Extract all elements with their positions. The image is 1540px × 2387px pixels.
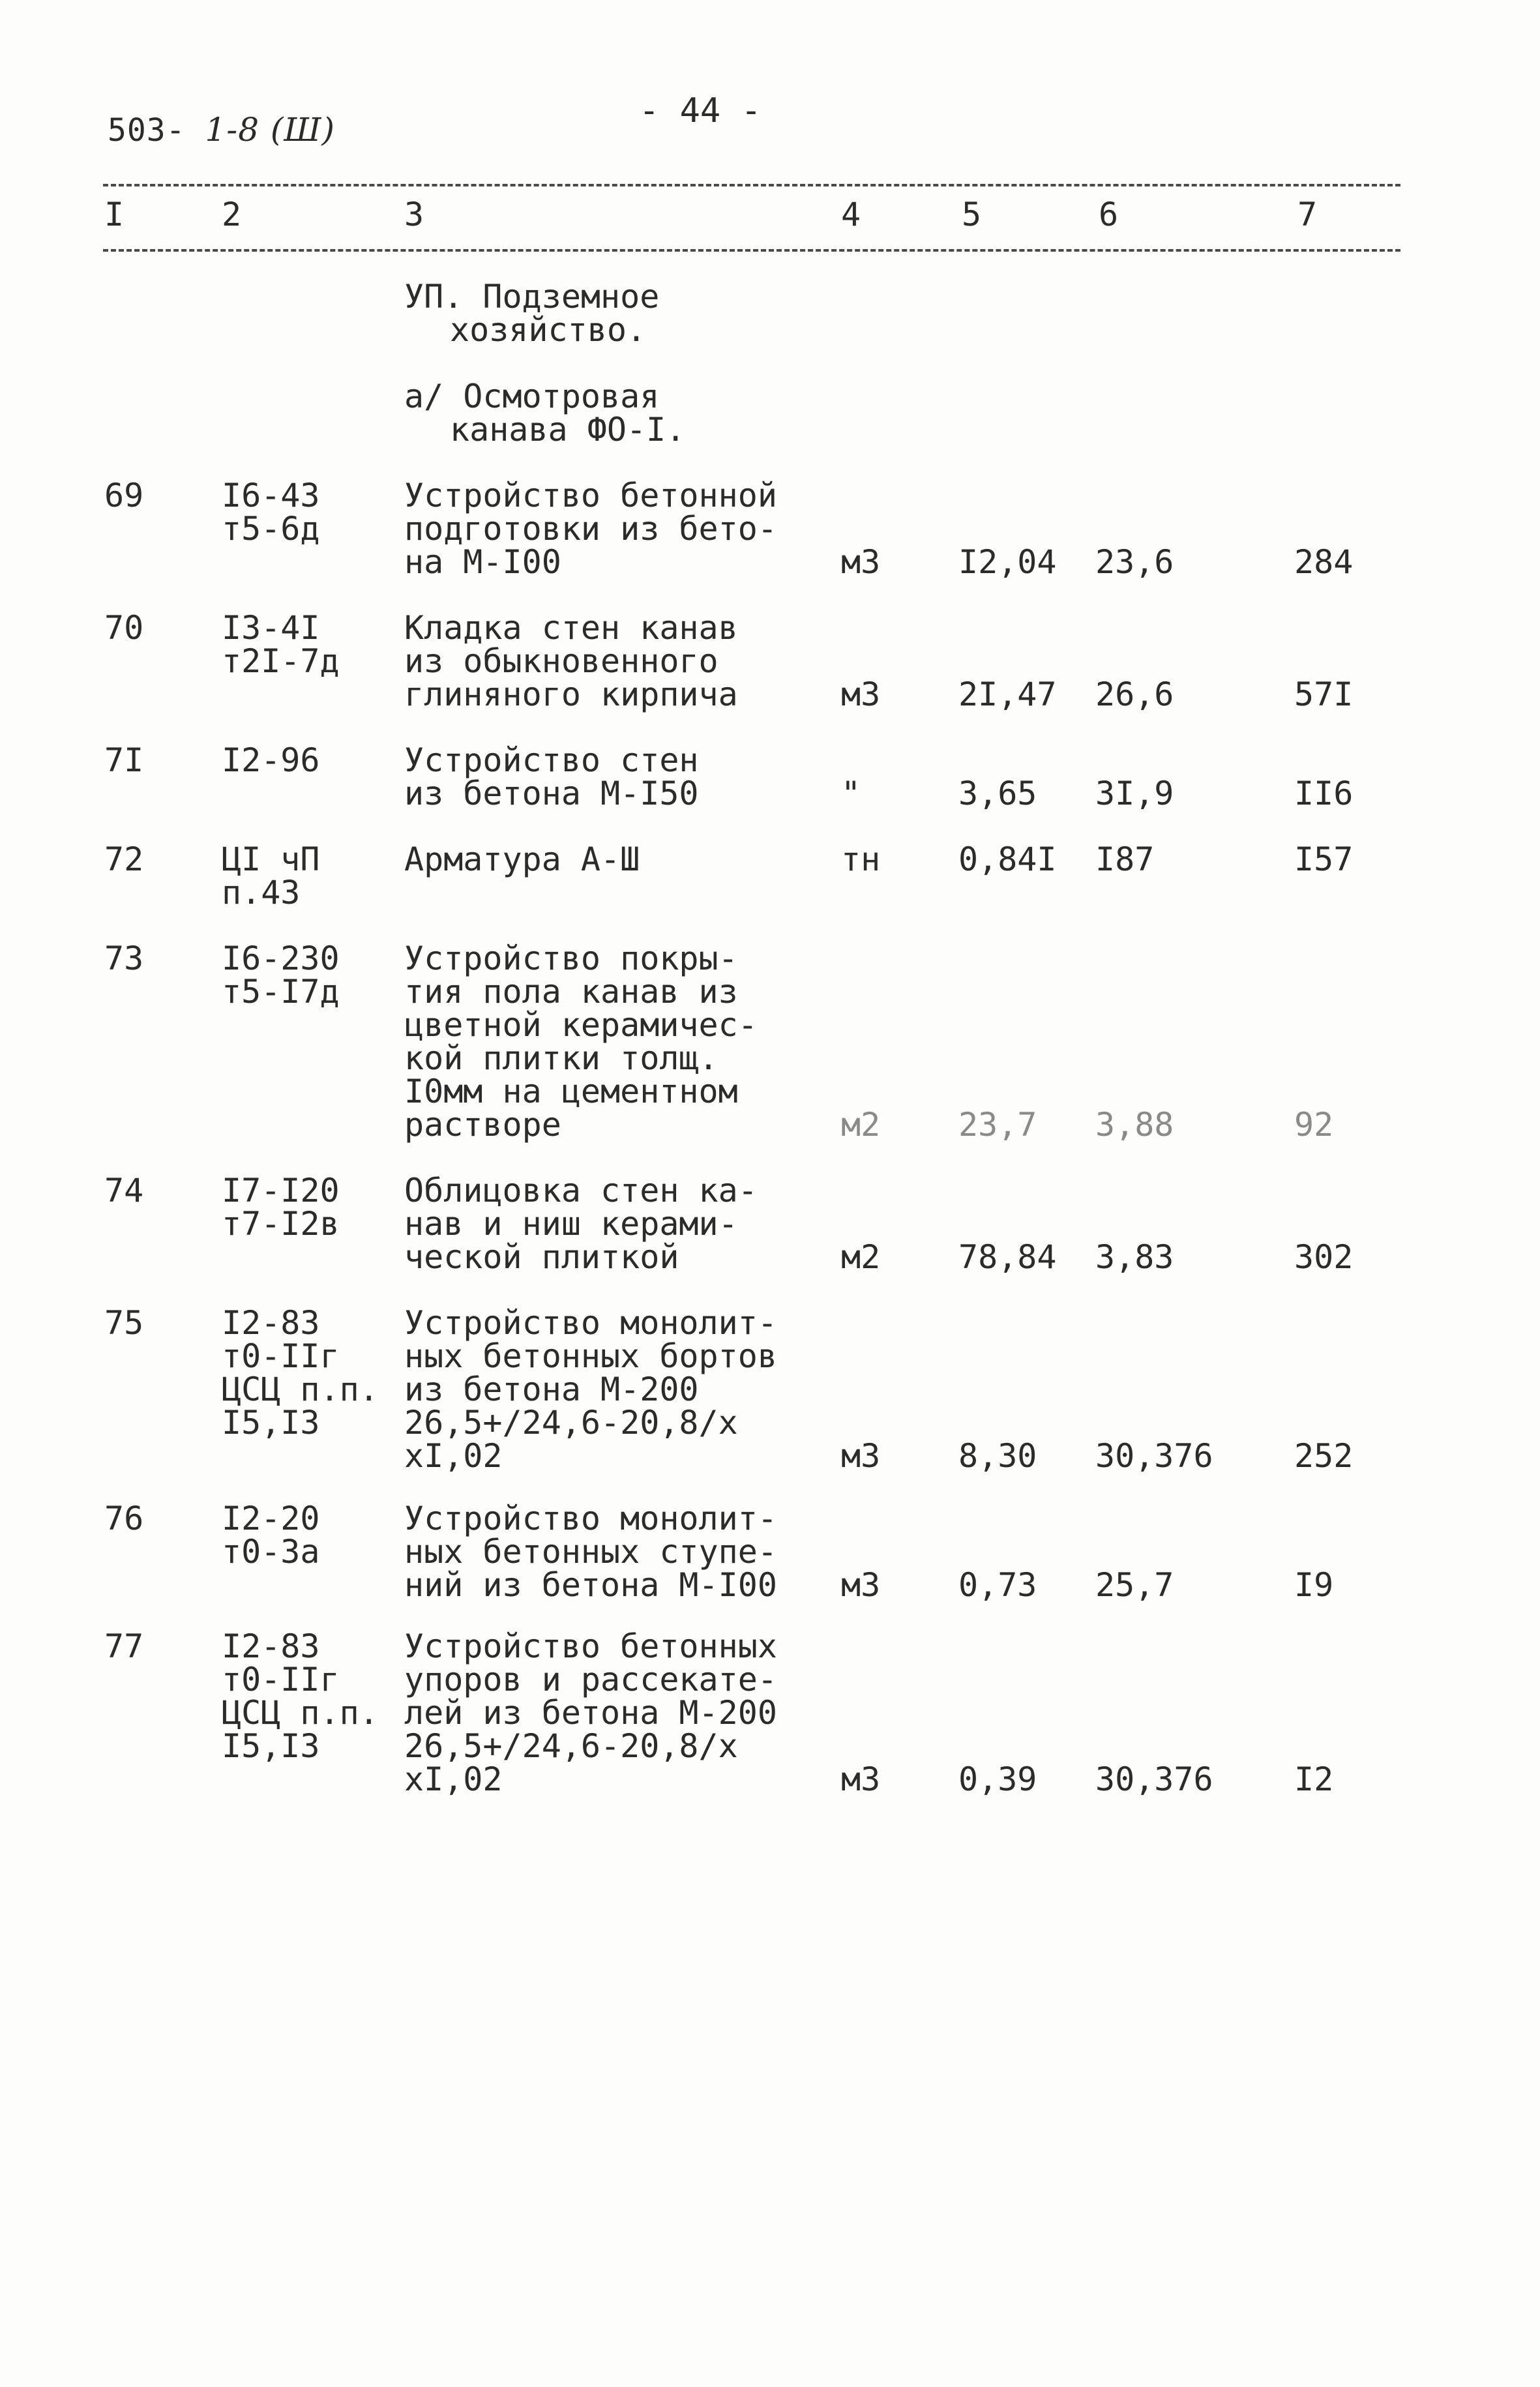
row-76-price: 25,7 [1095, 1566, 1174, 1604]
row-76-desc-1: Устройство монолит- [404, 1500, 777, 1537]
row-73-price: 3,88 [1095, 1106, 1174, 1144]
row-72-number: 72 [104, 840, 144, 878]
column-header-3: 3 [404, 196, 424, 233]
row-75-number: 75 [104, 1304, 144, 1342]
row-71-price: 3I,9 [1095, 775, 1174, 812]
section-heading-cont: хозяйство. [450, 311, 647, 349]
row-73-desc-1: Устройство покры- [404, 940, 738, 977]
row-73-desc-6: растворе [404, 1106, 561, 1144]
row-72-code-2: п.43 [222, 874, 301, 912]
column-header-1: I [104, 196, 125, 233]
row-73-total: 92 [1294, 1106, 1334, 1144]
row-77-desc-4: 26,5+/24,6-20,8/х [404, 1727, 738, 1765]
subsection-heading: а/ Осмотровая [404, 378, 660, 415]
row-72-unit: тн [841, 840, 881, 878]
row-75-code-2: т0-IIг [222, 1337, 340, 1375]
row-74-total: 302 [1294, 1238, 1354, 1276]
row-74-quantity: 78,84 [958, 1238, 1057, 1276]
column-header-5: 5 [962, 196, 982, 233]
row-77-desc-5: хI,02 [404, 1760, 503, 1798]
row-69-quantity: I2,04 [958, 543, 1057, 581]
column-header-7: 7 [1297, 196, 1318, 233]
column-header-4: 4 [841, 196, 861, 233]
row-71-desc-1: Устройство стен [404, 741, 699, 779]
row-69-desc-3: на М-I00 [404, 543, 561, 581]
row-77-code-2: т0-IIг [222, 1661, 340, 1698]
document-code [108, 111, 335, 149]
row-75-code-4: I5,I3 [222, 1404, 320, 1442]
row-75-desc-2: ных бетонных бортов [404, 1337, 777, 1375]
row-77-desc-1: Устройство бетонных [404, 1627, 777, 1665]
row-77-desc-3: лей из бетона М-200 [404, 1694, 777, 1732]
row-74-desc-3: ческой плиткой [404, 1238, 679, 1276]
row-75-price: 30,376 [1095, 1437, 1213, 1475]
row-75-unit: м3 [841, 1437, 881, 1475]
row-71-quantity: 3,65 [958, 775, 1037, 812]
row-70-total: 57I [1294, 675, 1354, 713]
row-73-code-1: I6-230 [222, 940, 340, 977]
header-rule-bottom [103, 249, 1400, 252]
section-heading: УП. Подземное [404, 278, 660, 316]
row-69-total: 284 [1294, 543, 1354, 581]
row-74-price: 3,83 [1095, 1238, 1174, 1276]
row-69-price: 23,6 [1095, 543, 1174, 581]
row-70-desc-1: Кладка стен канав [404, 609, 738, 647]
row-76-quantity: 0,73 [958, 1566, 1037, 1604]
row-74-desc-1: Облицовка стен ка- [404, 1172, 758, 1209]
row-73-desc-2: тия пола канав из [404, 973, 738, 1011]
row-77-code-3: ЦСЦ п.п. [222, 1694, 379, 1732]
row-74-unit: м2 [841, 1238, 881, 1276]
row-70-price: 26,6 [1095, 675, 1174, 713]
row-76-code-1: I2-20 [222, 1500, 320, 1537]
subsection-heading-cont: канава ФО-I. [450, 411, 686, 449]
row-69-desc-2: подготовки из бето- [404, 510, 777, 548]
row-77-quantity: 0,39 [958, 1760, 1037, 1798]
row-70-unit: м3 [841, 675, 881, 713]
row-73-desc-4: кой плитки толщ. [404, 1039, 718, 1077]
row-70-number: 70 [104, 609, 144, 647]
row-70-quantity: 2I,47 [958, 675, 1057, 713]
row-71-number: 7I [104, 741, 144, 779]
row-76-number: 76 [104, 1500, 144, 1537]
row-76-code-2: т0-3а [222, 1533, 320, 1571]
row-77-desc-2: упоров и рассекате- [404, 1661, 777, 1698]
row-75-code-3: ЦСЦ п.п. [222, 1371, 379, 1408]
row-77-total: I2 [1294, 1760, 1334, 1798]
row-77-number: 77 [104, 1627, 144, 1665]
row-72-desc-1: Арматура А-Ш [404, 840, 640, 878]
header-rule-top [103, 184, 1400, 186]
row-75-code-1: I2-83 [222, 1304, 320, 1342]
row-73-code-2: т5-I7д [222, 973, 340, 1011]
row-75-desc-1: Устройство монолит- [404, 1304, 777, 1342]
row-71-total: II6 [1294, 775, 1354, 812]
row-70-desc-3: глиняного кирпича [404, 675, 738, 713]
column-header-2: 2 [222, 196, 242, 233]
row-72-code-1: ЦI чП [222, 840, 320, 878]
row-74-code-2: т7-I2в [222, 1205, 340, 1243]
row-69-code-1: I6-43 [222, 477, 320, 514]
row-70-desc-2: из обыкновенного [404, 642, 718, 680]
row-70-code-2: т2I-7д [222, 642, 340, 680]
row-73-unit: м2 [841, 1106, 881, 1144]
row-72-quantity: 0,84I [958, 840, 1057, 878]
row-76-desc-3: ний из бетона М-I00 [404, 1566, 777, 1604]
row-69-unit: м3 [841, 543, 881, 581]
row-69-number: 69 [104, 477, 144, 514]
row-75-quantity: 8,30 [958, 1437, 1037, 1475]
row-70-code-1: I3-4I [222, 609, 320, 647]
row-73-number: 73 [104, 940, 144, 977]
row-71-code-1: I2-96 [222, 741, 320, 779]
row-69-desc-1: Устройство бетонной [404, 477, 777, 514]
row-74-number: 74 [104, 1172, 144, 1209]
document-code-printed: 503- [108, 112, 186, 149]
row-71-desc-2: из бетона М-I50 [404, 775, 699, 812]
row-77-code-1: I2-83 [222, 1627, 320, 1665]
row-75-desc-3: из бетона М-200 [404, 1371, 699, 1408]
page-number: - 44 - [639, 91, 762, 130]
row-72-total: I57 [1294, 840, 1354, 878]
row-75-total: 252 [1294, 1437, 1354, 1475]
row-75-desc-5: хI,02 [404, 1437, 503, 1475]
row-71-unit: " [841, 775, 861, 812]
row-69-code-2: т5-6д [222, 510, 320, 548]
document-code-handwritten: 1-8 (Ш) [205, 111, 335, 149]
row-73-quantity: 23,7 [958, 1106, 1037, 1144]
row-77-code-4: I5,I3 [222, 1727, 320, 1765]
row-77-price: 30,376 [1095, 1760, 1213, 1798]
row-76-unit: м3 [841, 1566, 881, 1604]
row-73-desc-5: I0мм на цементном [404, 1073, 738, 1110]
row-72-price: I87 [1095, 840, 1155, 878]
row-75-desc-4: 26,5+/24,6-20,8/х [404, 1404, 738, 1442]
row-77-unit: м3 [841, 1760, 881, 1798]
row-74-desc-2: нав и ниш керами- [404, 1205, 738, 1243]
row-76-total: I9 [1294, 1566, 1334, 1604]
row-76-desc-2: ных бетонных ступе- [404, 1533, 777, 1571]
column-header-6: 6 [1099, 196, 1119, 233]
row-74-code-1: I7-I20 [222, 1172, 340, 1209]
row-73-desc-3: цветной керамичес- [404, 1006, 758, 1044]
